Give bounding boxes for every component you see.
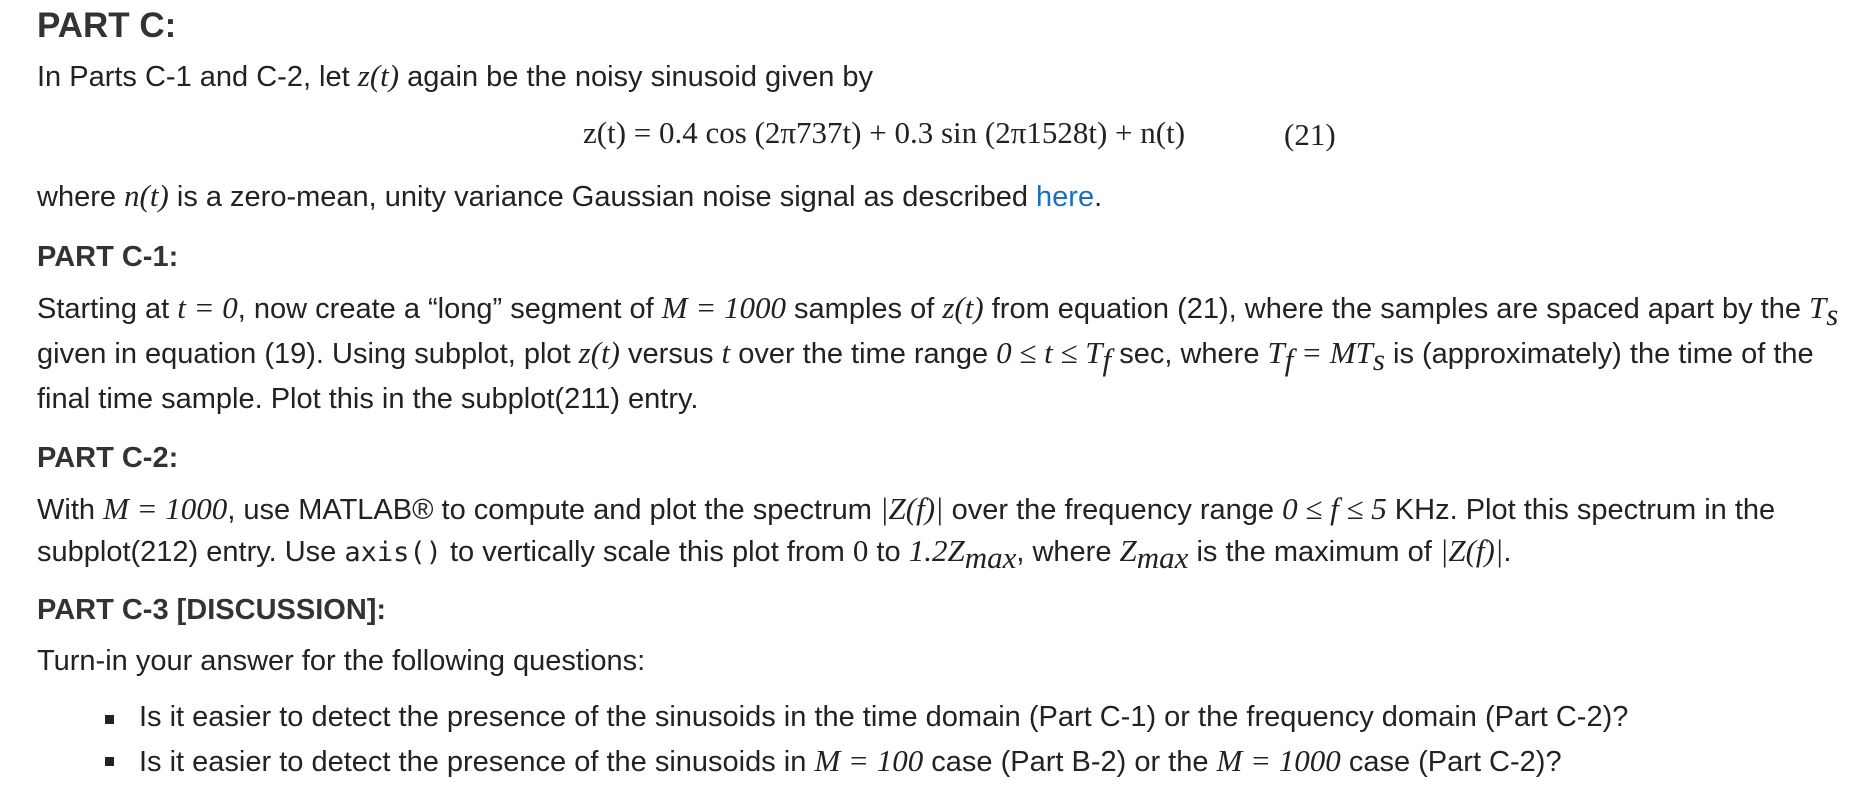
math-z-of-t: z(t) [357, 58, 400, 93]
list-item: Is it easier to detect the presence of the sinusoids in M = 100 case (Part B-2) or the M = 1000 case (Part C-2)? [105, 743, 1628, 785]
part-c1-heading: PART C-1: [37, 241, 179, 273]
part-c2-line-2: subplot(212) entry. Use axis() to vertically scale this plot from 0 to $1.2Z_{max}$, where $Z_{max}$ is the maximum of |Z(f)|. [37, 533, 1512, 575]
part-c1-line-1: Starting at t = 0, now create a “long” segment of M = 1000 samples of z(t) from equation (21), where the samples are spaced apart by the $T_s$ [37, 290, 1839, 332]
here-link[interactable]: here [1036, 181, 1095, 213]
part-c3-intro: Turn-in your answer for the following questions: [37, 645, 646, 677]
math-n-of-t: n(t) [124, 178, 169, 213]
part-c1-line-2: given in equation (19). Using subplot, plot z(t) versus t over the time range $0 \le t \le T_f$ sec, where $T_f = MT_s$ is (approximately) the time of the [37, 335, 1814, 377]
part-c-heading: PART C: [37, 6, 177, 45]
bullet-icon [105, 757, 114, 766]
equation-number: (21) [1284, 117, 1336, 152]
part-c-intro: In Parts C-1 and C-2, let z(t) again be the noisy sinusoid given by [37, 58, 874, 93]
part-c3-heading: PART C-3 [DISCUSSION]: [37, 594, 387, 626]
part-c1-line-3: final time sample. Plot this in the subplot(211) entry. [37, 383, 699, 415]
equation-21: z(t) = 0.4 cos (2π737t) + 0.3 sin (2π1528t) + n(t) [583, 115, 1186, 150]
bullet-icon [105, 715, 114, 724]
question-list [105, 701, 1628, 785]
list-item: Is it easier to detect the presence of the sinusoids in the time domain (Part C-1) or the frequency domain (Part C-2)? [105, 701, 1628, 743]
axis-code: axis() [344, 537, 442, 568]
part-c2-line-1: With M = 1000, use MATLAB® to compute and plot the spectrum |Z(f)| over the frequency range 0 ≤ f ≤ 5 KHz. Plot this spectrum in the [37, 491, 1776, 526]
part-c2-heading: PART C-2: [37, 442, 179, 474]
part-c-where: where n(t) is a zero-mean, unity variance Gaussian noise signal as described here. [37, 178, 1103, 213]
